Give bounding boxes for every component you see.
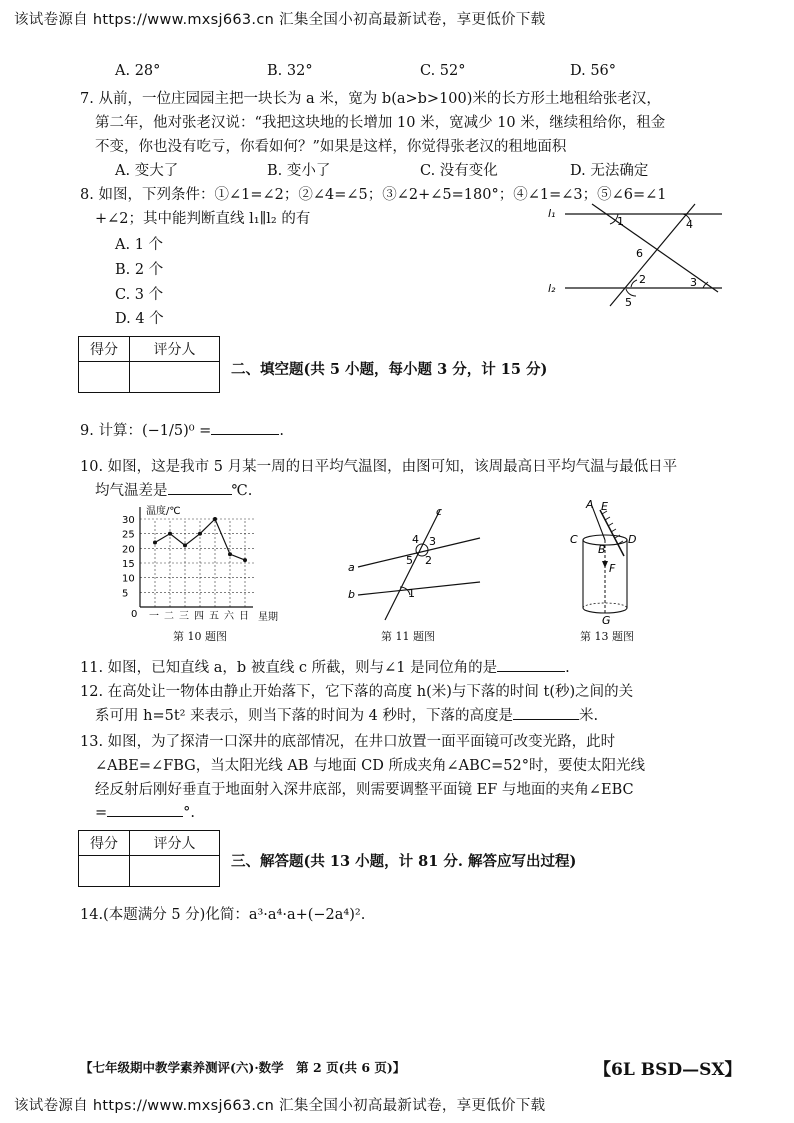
q6-option-b: B. 32° <box>267 63 313 79</box>
q8-option-d: D. 4 个 <box>115 311 164 327</box>
q8-line1: 8. 如图，下列条件：①∠1=∠2；②∠4=∠5；③∠2+∠5=180°；④∠1=∠3；⑤∠6=∠1 <box>80 187 667 203</box>
y-tick-label: 15 <box>122 559 135 570</box>
label-a: a <box>348 561 355 574</box>
x-tick-label: 一 <box>149 611 159 622</box>
watermark-suffix: 汇集全国小初高最新试卷，享更低价下载 <box>279 12 546 28</box>
q7-option-d: D. 无法确定 <box>570 163 649 179</box>
score-box-section2 <box>78 336 220 393</box>
footer-code: 【6L BSD—SX】 <box>594 1060 742 1080</box>
x-tick-label: 二 <box>164 611 174 622</box>
q10-answer-blank[interactable] <box>168 480 232 495</box>
q13-line4-b: °. <box>183 805 196 821</box>
data-point <box>198 532 202 536</box>
q10-line2-a: 均气温差是 <box>95 483 168 499</box>
q13-figure <box>560 498 650 626</box>
watermark-top <box>14 8 545 29</box>
q8-option-c: C. 3 个 <box>115 287 164 303</box>
label-D: D <box>628 533 637 546</box>
label-angle-4: 4 <box>412 533 419 546</box>
section3-title: 三、解答题(共 13 小题，计 81 分. 解答应写出过程) <box>231 853 577 870</box>
q13-line3: 经反射后刚好垂直于地面射入深井底部，则需要调整平面镜 EF 与地面的夹角∠EBC <box>95 782 634 798</box>
line-b <box>358 582 480 595</box>
q8-option-b: B. 2 个 <box>115 262 164 278</box>
data-point <box>183 543 187 547</box>
q10-line1: 10. 如图，这是我市 5 月某一周的日平均气温图，由图可知，该周最高日平均气温与最低日平 <box>80 459 678 475</box>
caption-fig13: 第 13 题图 <box>580 630 634 643</box>
q7-option-b: B. 变小了 <box>267 163 331 179</box>
y-tick-label: 25 <box>122 529 135 541</box>
footer-page-info: 【七年级期中教学素养测评(六)·数学 第 2 页(共 6 页)】 <box>80 1060 406 1075</box>
chart-xticks <box>149 610 249 622</box>
chart-origin: 0 <box>131 609 138 620</box>
transversal-1 <box>592 204 718 292</box>
caption-fig10: 第 10 题图 <box>173 630 227 643</box>
score-cell[interactable] <box>79 362 130 393</box>
data-point <box>168 532 172 536</box>
score-label: 得分 <box>79 831 130 856</box>
q12-line2-a: 系可用 h=5t² 来表示，则当下落的时间为 4 秒时，下落的高度是 <box>95 708 514 724</box>
q8-option-a: A. 1 个 <box>115 237 164 253</box>
x-tick-label: 六 <box>224 611 234 622</box>
x-tick-label: 五 <box>209 611 219 622</box>
watermark-bottom <box>14 1094 545 1115</box>
y-tick-label: 5 <box>122 588 129 600</box>
watermark-suffix: 汇集全国小初高最新试卷，享更低价下载 <box>279 1098 546 1114</box>
q7-option-a: A. 变大了 <box>115 163 179 179</box>
arrow-f <box>602 561 608 568</box>
grader-label: 评分人 <box>130 337 220 362</box>
q8-line2: +∠2；其中能判断直线 l₁∥l₂ 的有 <box>95 211 311 227</box>
q6-option-a: A. 28° <box>115 63 161 79</box>
data-point <box>213 517 217 521</box>
q8-figure <box>540 200 730 312</box>
data-point <box>153 540 157 544</box>
score-label: 得分 <box>79 337 130 362</box>
watermark-url[interactable]: https://www.mxsj663.cn <box>92 12 275 28</box>
label-c: c <box>436 505 443 518</box>
q7-line1: 7. 从前，一位庄园园主把一块长为 a 米，宽为 b(a>b>100)米的长方形土地租给张老汉， <box>80 91 661 107</box>
q6-option-c: C. 52° <box>420 63 466 79</box>
arc-5 <box>626 289 636 296</box>
q13-answer-blank[interactable] <box>107 802 183 817</box>
q9-prefix: 9. 计算： <box>80 423 142 439</box>
q10-chart <box>118 502 298 624</box>
q9 <box>80 419 284 440</box>
grader-cell[interactable] <box>130 856 220 887</box>
label-angle-5: 5 <box>406 554 413 567</box>
chart-ylabel: 温度/℃ <box>146 506 181 517</box>
q11-answer-blank[interactable] <box>497 657 565 672</box>
q12-line1: 12. 在高处让一物体由静止开始落下，它下落的高度 h(米)与下落的时间 t(秒)之间的关 <box>80 684 634 700</box>
q9-end: . <box>279 423 284 439</box>
label-angle-3: 3 <box>690 276 697 289</box>
label-l1: l₁ <box>548 207 556 220</box>
q10-line2-b: ℃. <box>231 483 253 499</box>
q13-line2: ∠ABE=∠FBG，当太阳光线 AB 与地面 CD 所成夹角∠ABC=52°时，要使太阳光线 <box>95 758 645 774</box>
label-angle-2: 2 <box>639 273 646 286</box>
q11-end: . <box>565 660 570 676</box>
q14: 14.(本题满分 5 分)化简：a³·a⁴·a+(−2a⁴)². <box>80 907 366 923</box>
y-tick-label: 30 <box>122 515 135 526</box>
q7-option-c: C. 没有变化 <box>420 163 498 179</box>
q12-line2 <box>95 704 598 725</box>
label-B: B <box>598 543 606 556</box>
q11-figure <box>340 505 490 625</box>
chart-xlabel: 星期 <box>258 612 278 623</box>
label-angle-5: 5 <box>625 296 632 309</box>
grader-label: 评分人 <box>130 831 220 856</box>
q13-line4 <box>95 802 195 821</box>
watermark-prefix: 该试卷源自 <box>14 1098 88 1114</box>
score-box-section3 <box>78 830 220 887</box>
label-C: C <box>570 533 578 546</box>
label-angle-3: 3 <box>429 535 436 548</box>
label-l2: l₂ <box>548 282 556 295</box>
watermark-url[interactable]: https://www.mxsj663.cn <box>92 1098 275 1114</box>
label-angle-2: 2 <box>425 554 432 567</box>
x-tick-label: 四 <box>194 611 204 622</box>
q7-line2: 第二年，他对张老汉说：“我把这块地的长增加 10 米，宽减少 10 米，继续租给你，租金 <box>95 115 666 131</box>
data-point <box>228 552 232 556</box>
q12-answer-blank[interactable] <box>513 705 579 720</box>
x-tick-label: 日 <box>239 611 249 622</box>
chart-yticks <box>122 515 135 599</box>
chart-grid <box>140 519 254 607</box>
label-E: E <box>601 500 608 513</box>
caption-fig11: 第 11 题图 <box>381 630 435 643</box>
label-G: G <box>602 614 611 626</box>
q9-answer-blank[interactable] <box>211 420 279 435</box>
y-tick-label: 10 <box>122 573 135 585</box>
q11-text: 11. 如图，已知直线 a，b 被直线 c 所截，则与∠1 是同位角的是 <box>80 660 498 676</box>
x-tick-label: 三 <box>179 611 189 622</box>
q9-expression: (−1/5)⁰ = <box>141 423 212 439</box>
q7-line3: 不变，你也没有吃亏，你看如何？”如果是这样，你觉得张老汉的租地面积 <box>95 139 567 155</box>
q10-line2 <box>95 479 252 500</box>
label-F: F <box>609 562 616 575</box>
grader-cell[interactable] <box>130 362 220 393</box>
q13-line4-a: = <box>95 805 108 821</box>
label-angle-1: 1 <box>617 215 624 228</box>
label-angle-1: 1 <box>408 587 415 600</box>
score-cell[interactable] <box>79 856 130 887</box>
label-angle-6: 6 <box>636 247 643 260</box>
label-A: A <box>586 498 594 511</box>
q11 <box>80 656 570 677</box>
data-point <box>243 558 247 562</box>
watermark-prefix: 该试卷源自 <box>14 12 88 28</box>
q12-line2-b: 米. <box>579 708 599 724</box>
y-tick-label: 20 <box>122 544 135 556</box>
q13-line1: 13. 如图，为了探清一口深井的底部情况，在井口放置一面平面镜可改变光路，此时 <box>80 734 616 750</box>
section2-title: 二、填空题(共 5 小题，每小题 3 分，计 15 分) <box>231 361 548 378</box>
label-b: b <box>348 588 355 601</box>
label-angle-4: 4 <box>686 218 693 231</box>
q6-option-d: D. 56° <box>570 63 617 79</box>
arc-2 <box>631 280 637 287</box>
